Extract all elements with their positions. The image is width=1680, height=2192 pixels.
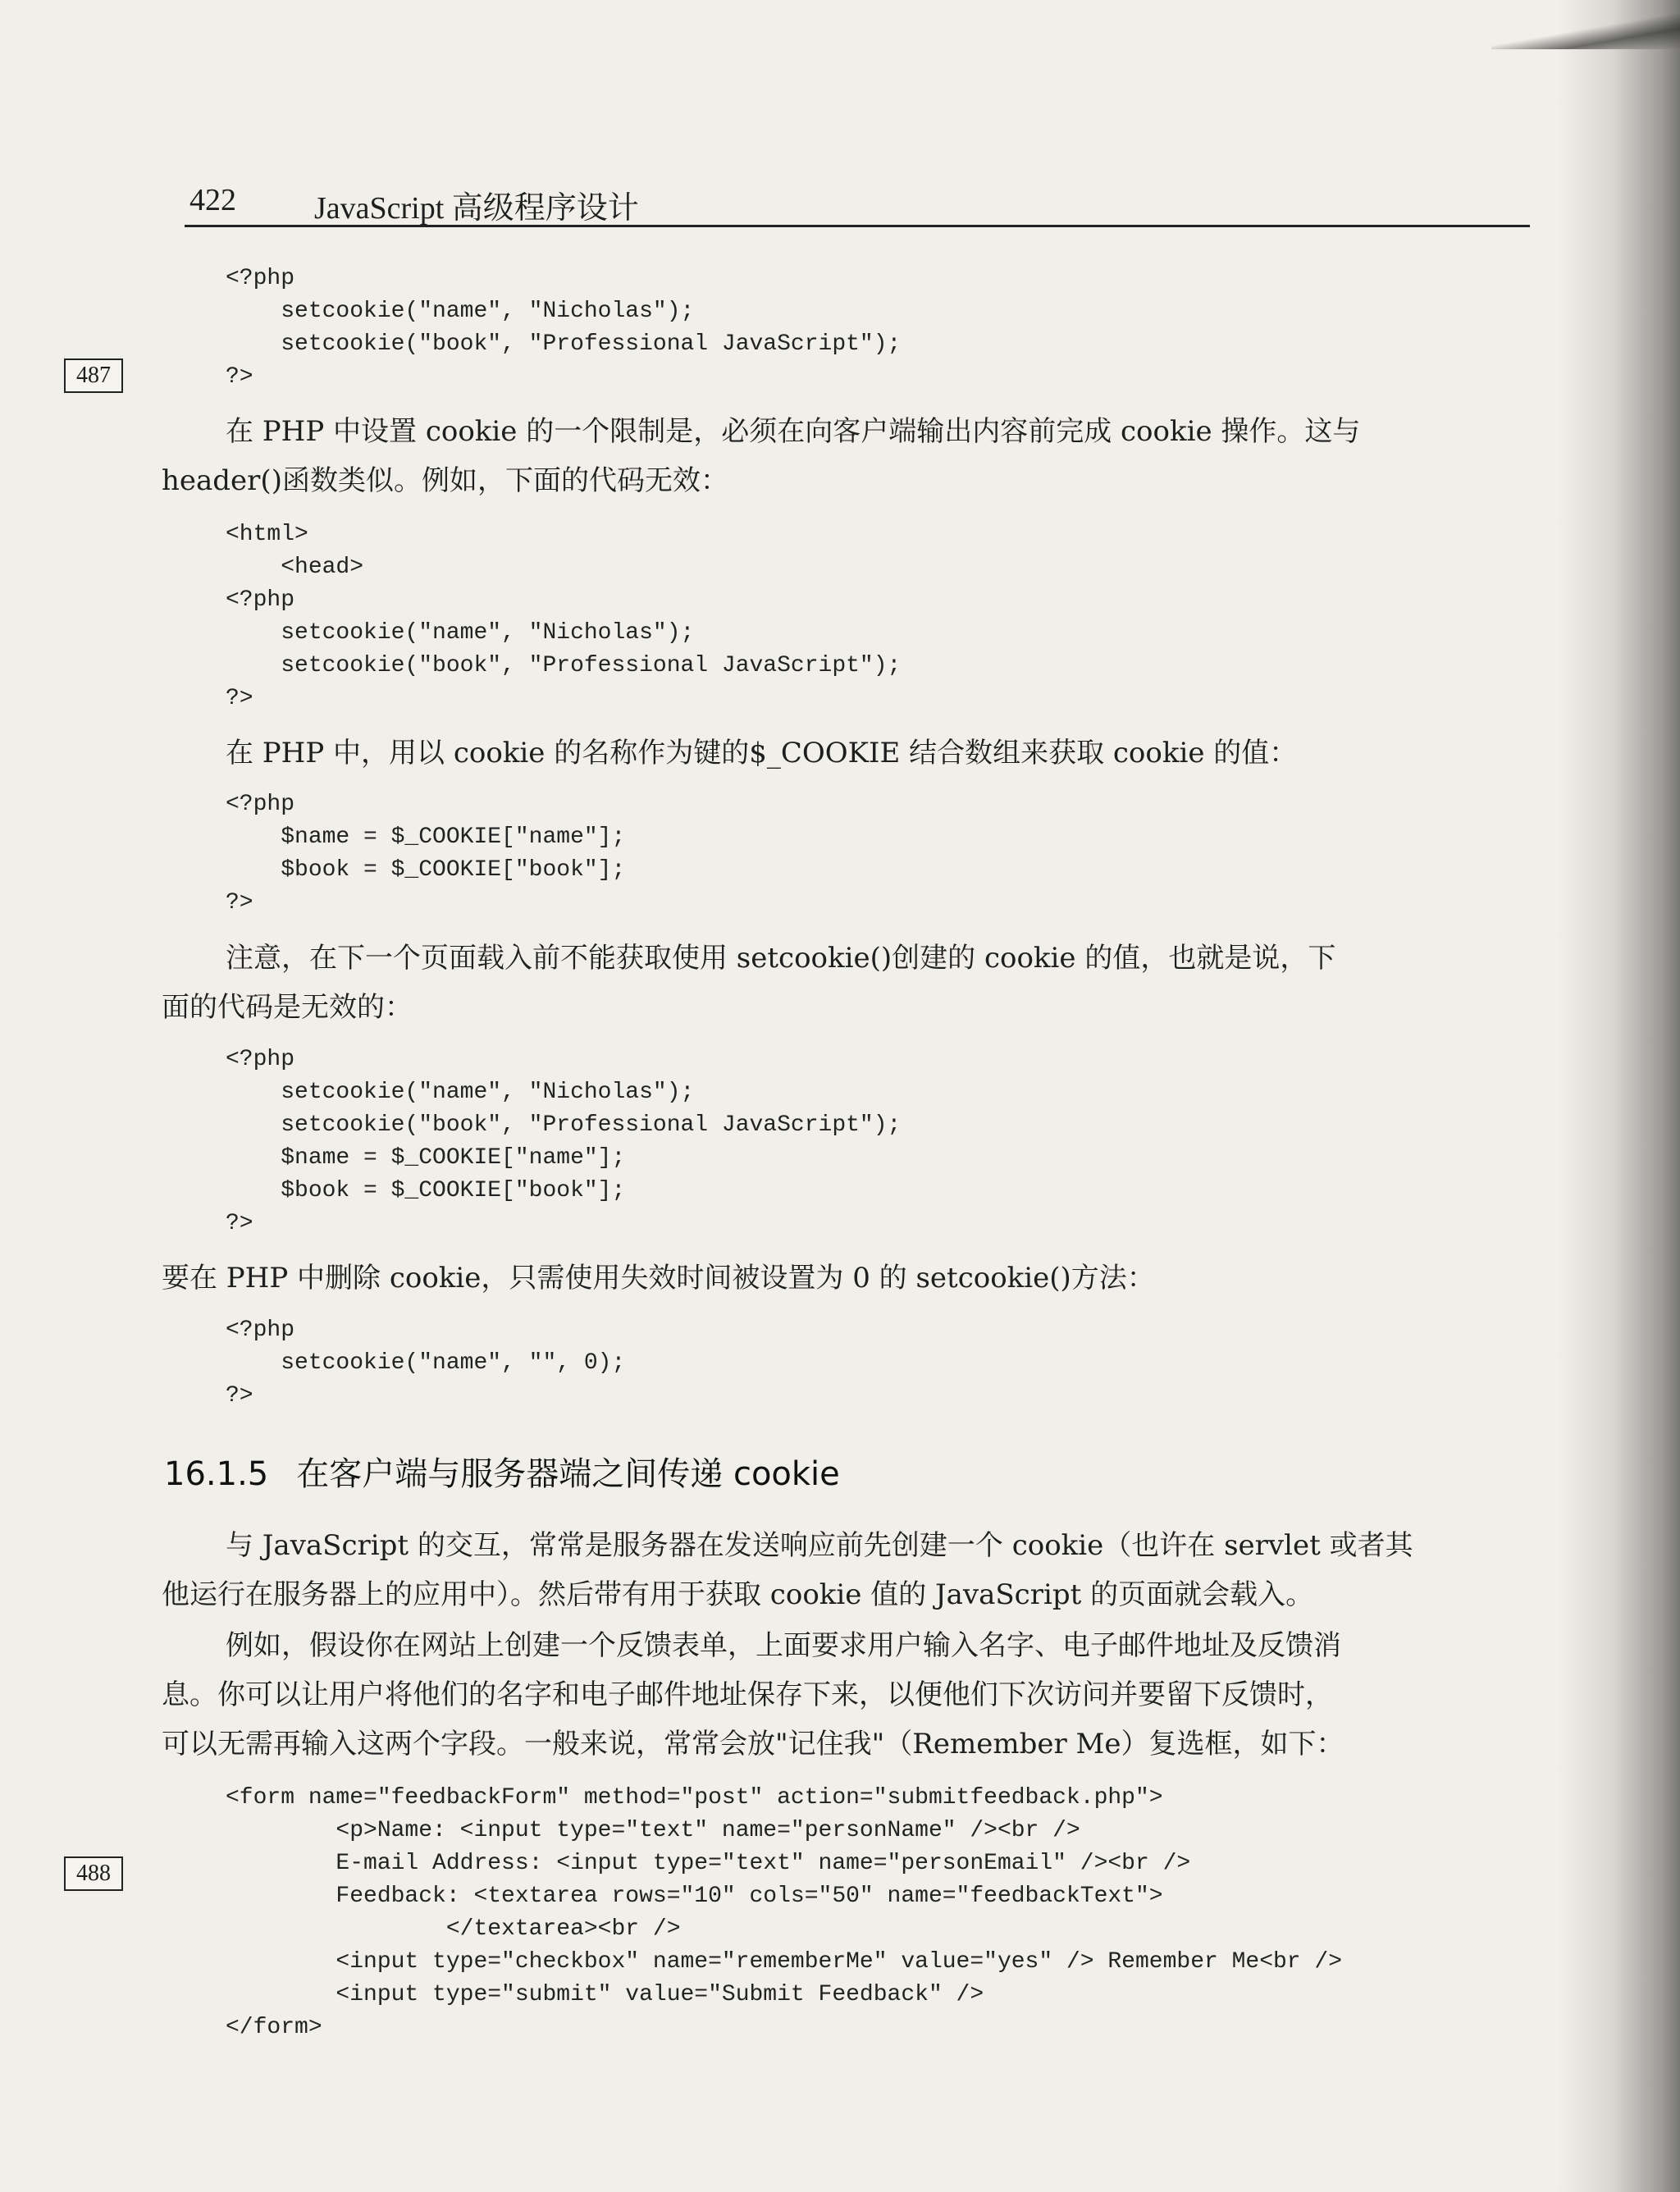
paragraph-line: 与 JavaScript 的交互，常常是服务器在发送响应前先创建一个 cookie（也许在 servlet 或者其 — [226, 1529, 1413, 1562]
code-block-invalid-read: <?php setcookie("name", "Nicholas"); setcookie("book", "Professional JavaScript"); $name = $_COOKIE["name"]; $book = $_COOKIE["book"]; ?> — [226, 1047, 902, 1236]
code-block-feedback-form: <form name="feedbackForm" method="post" action="submitfeedback.php"> <p>Name: <input type="text" name="personName" /><br /> E-mail Address: <input type="text" name="personEmail" /><br /> Feedback: <textarea rows="10" cols="50" name="feedbackText"> </textarea><br /> <input type="checkbox" name="rememberMe" value="yes" /> Remember Me<br /> <input type="submit" value="Submit Feedback" /> </form> — [226, 1785, 1343, 2040]
code-block-invalid-html: <html> <head> <?php setcookie("name", "Nicholas"); setcookie("book", "Professional JavaScript"); ?> — [226, 522, 902, 711]
code-block-setcookie: <?php setcookie("name", "Nicholas"); setcookie("book", "Professional JavaScript"); ?> — [226, 266, 902, 390]
paragraph-line: 面的代码是无效的： — [162, 991, 413, 1024]
section-heading — [164, 1454, 840, 1495]
margin-reference-487: 487 — [64, 358, 123, 393]
page-binding-shadow — [1557, 0, 1680, 2192]
paragraph-line: 例如，假设你在网站上创建一个反馈表单，上面要求用户输入名字、电子邮件地址及反馈消 — [226, 1629, 1341, 1662]
section-number: 16.1.5 — [164, 1455, 269, 1493]
paragraph-line: 他运行在服务器上的应用中）。然后带有用于获取 cookie 值的 JavaScript 的页面就会载入。 — [162, 1578, 1314, 1611]
book-title: JavaScript 高级程序设计 — [314, 191, 639, 226]
paragraph-line: 要在 PHP 中删除 cookie，只需使用失效时间被设置为 0 的 setcookie()方法： — [162, 1262, 1155, 1295]
paragraph-line: 在 PHP 中设置 cookie 的一个限制是，必须在向客户端输出内容前完成 cookie 操作。这与 — [226, 415, 1361, 448]
paragraph-line: 息。你可以让用户将他们的名字和电子邮件地址保存下来，以便他们下次访问并要留下反馈时， — [162, 1678, 1333, 1711]
paragraph-line: 注意，在下一个页面载入前不能获取使用 setcookie()创建的 cookie 的值，也就是说，下 — [226, 942, 1336, 975]
paragraph-line: header()函数类似。例如，下面的代码无效： — [162, 464, 728, 497]
code-block-read-cookie: <?php $name = $_COOKIE["name"]; $book = $_COOKIE["book"]; ?> — [226, 792, 626, 916]
running-header — [185, 179, 1530, 227]
code-block-delete-cookie: <?php setcookie("name", "", 0); ?> — [226, 1317, 626, 1409]
section-title: 在客户端与服务器端之间传递 cookie — [296, 1455, 840, 1493]
page-corner-curl — [1491, 0, 1680, 49]
margin-reference-488: 488 — [64, 1856, 123, 1891]
paragraph-line: 在 PHP 中，用以 cookie 的名称作为键的$_COOKIE 结合数组来获取 cookie 的值： — [226, 737, 1298, 769]
page-number: 422 — [189, 183, 236, 217]
paragraph-line: 可以无需再输入这两个字段。一般来说，常常会放"记住我"（Remember Me）复选框，如下： — [162, 1728, 1344, 1760]
